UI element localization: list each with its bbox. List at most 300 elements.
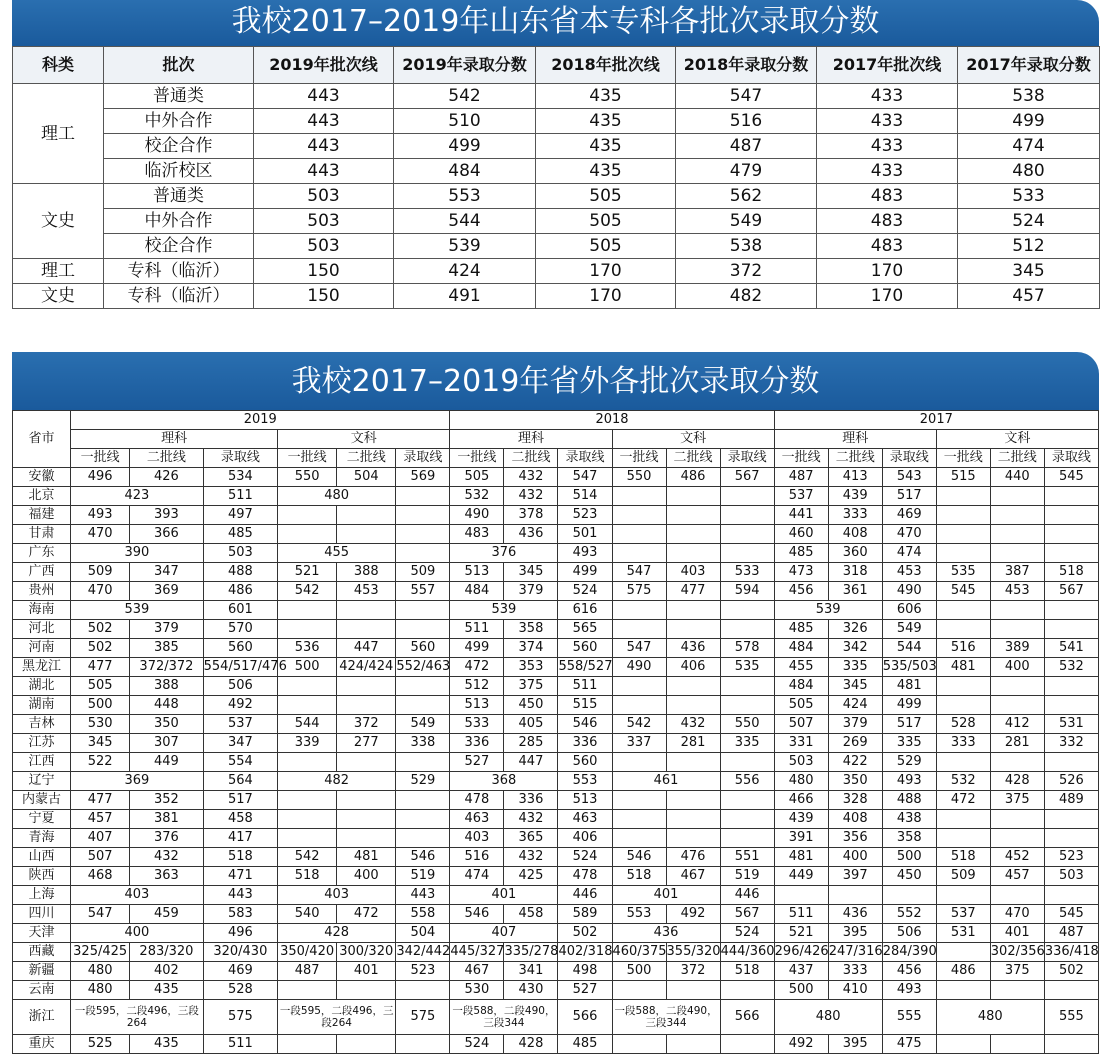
table2-score-cell: 523: [558, 506, 612, 525]
table2-score-cell: 486: [203, 582, 277, 601]
table2-score-cell: 300/320: [337, 943, 396, 962]
table2-score-cell: 499: [558, 563, 612, 582]
table2-score-cell: [666, 829, 720, 848]
table2-province-cell: 辽宁: [13, 772, 71, 791]
table2-score-cell: 542: [278, 848, 337, 867]
table1-row: [13, 209, 1100, 234]
table2-score-cell: 539: [774, 601, 882, 620]
table2-score-cell: 616: [558, 601, 612, 620]
table2-score-cell: 488: [882, 791, 936, 810]
table2-score-cell: 529: [882, 753, 936, 772]
table2-subject-header: 文科: [278, 430, 450, 449]
table2-score-cell: 539: [450, 601, 558, 620]
table2-score-cell: 325/425: [71, 943, 130, 962]
table2-score-cell: 470: [71, 525, 130, 544]
table2-score-cell: 365: [504, 829, 558, 848]
table2-score-cell: [396, 506, 450, 525]
table2-score-cell: 467: [666, 867, 720, 886]
table2-score-cell: 485: [774, 620, 828, 639]
table2-score-cell: 567: [1044, 582, 1098, 601]
table1-score-cell: 538: [958, 84, 1100, 109]
table2-score-cell: 518: [203, 848, 277, 867]
table2-score-cell: 485: [558, 1035, 612, 1054]
table2-row: [13, 696, 1099, 715]
table2-score-cell: 480: [936, 1000, 1044, 1035]
table2-score-cell: 558/527: [558, 658, 612, 677]
table1-batch-cell: 专科（临沂）: [104, 284, 254, 309]
table2-score-cell: 512: [450, 677, 504, 696]
table2-score-cell: [666, 601, 720, 620]
table2-score-cell: 546: [396, 848, 450, 867]
table2-score-cell: [936, 886, 990, 905]
table2-score-cell: 521: [774, 924, 828, 943]
table1-row: [13, 159, 1100, 184]
table2-score-cell: 458: [504, 905, 558, 924]
table2-score-cell: 473: [774, 563, 828, 582]
table2-score-cell: [337, 696, 396, 715]
table2-score-cell: [396, 810, 450, 829]
table1-score-cell: 443: [254, 159, 394, 184]
table2-score-cell: [666, 696, 720, 715]
table2-score-cell: 422: [828, 753, 882, 772]
table2-score-cell: 388: [337, 563, 396, 582]
table2-score-cell: 535/503: [882, 658, 936, 677]
table2-score-cell: 381: [130, 810, 203, 829]
table2-province-cell: 吉林: [13, 715, 71, 734]
table2-score-cell: 471: [203, 867, 277, 886]
table2-score-cell: [396, 525, 450, 544]
table2-score-cell: 391: [774, 829, 828, 848]
table2-score-cell: 284/390: [882, 943, 936, 962]
table1-score-cell: 539: [394, 234, 536, 259]
table2-score-cell: 502: [1044, 962, 1098, 981]
table2-score-cell: [720, 696, 774, 715]
table1-score-cell: 435: [536, 109, 676, 134]
table2-score-cell: 430: [504, 981, 558, 1000]
table2-score-cell: [278, 1035, 337, 1054]
table2-score-cell: 518: [612, 867, 666, 886]
table2-score-cell: 532: [1044, 658, 1098, 677]
out-of-province-score-table: [12, 410, 1099, 1054]
table2-score-cell: 516: [450, 848, 504, 867]
table2-score-cell: 537: [936, 905, 990, 924]
table2-score-cell: 461: [612, 772, 720, 791]
table2-score-cell: [337, 753, 396, 772]
table2-score-cell: 513: [450, 563, 504, 582]
table2-score-cell: [396, 791, 450, 810]
table2-score-cell: 379: [130, 620, 203, 639]
table1-score-cell: 505: [536, 234, 676, 259]
table2-score-cell: [720, 544, 774, 563]
table2-score-cell: [396, 620, 450, 639]
table2-score-cell: 496: [71, 468, 130, 487]
table2-score-cell: 338: [396, 734, 450, 753]
table2-score-cell: 578: [720, 639, 774, 658]
table2-score-cell: 403: [278, 886, 396, 905]
table2-score-cell: 542: [278, 582, 337, 601]
table2-score-cell: 511: [558, 677, 612, 696]
table2-score-cell: 542: [612, 715, 666, 734]
table2-score-cell: 407: [71, 829, 130, 848]
table2-score-cell: 281: [666, 734, 720, 753]
table2-score-cell: 488: [203, 563, 277, 582]
table1-score-cell: 549: [676, 209, 817, 234]
table2-province-cell: 江苏: [13, 734, 71, 753]
table2-score-cell: 456: [774, 582, 828, 601]
table2-score-cell: 378: [504, 506, 558, 525]
table2-province-cell: 云南: [13, 981, 71, 1000]
table2-score-cell: 477: [71, 791, 130, 810]
table2-score-cell: [990, 1035, 1044, 1054]
table2-score-cell: 408: [828, 525, 882, 544]
table2-score-cell: [936, 696, 990, 715]
table2-score-cell: 335: [828, 658, 882, 677]
table2-score-cell: 555: [882, 1000, 936, 1035]
table2-column-header: 二批线: [504, 449, 558, 468]
table2-score-cell: 472: [337, 905, 396, 924]
table2-score-cell: [936, 1035, 990, 1054]
table2-score-cell: 345: [504, 563, 558, 582]
table2-score-cell: 583: [203, 905, 277, 924]
table2-province-cell: 青海: [13, 829, 71, 848]
table2-score-cell: 389: [990, 639, 1044, 658]
table2-score-cell: 347: [203, 734, 277, 753]
table2-score-cell: [278, 677, 337, 696]
table2-score-cell: 401: [612, 886, 720, 905]
table2-score-cell: 302/356: [990, 943, 1044, 962]
table2-score-cell: 372/372: [130, 658, 203, 677]
table2-score-cell: 493: [882, 981, 936, 1000]
table2-score-cell: [666, 791, 720, 810]
table2-score-cell: 560: [558, 639, 612, 658]
table2-score-cell: 552: [882, 905, 936, 924]
table2-score-cell: [337, 506, 396, 525]
table2-row: [13, 734, 1099, 753]
table2-score-cell: 487: [774, 468, 828, 487]
table2-score-cell: 432: [504, 468, 558, 487]
table2-score-cell: 455: [278, 544, 396, 563]
table2-score-cell: 463: [450, 810, 504, 829]
table2-score-cell: 333: [936, 734, 990, 753]
table2-row: [13, 487, 1099, 506]
table1-batch-cell: 中外合作: [104, 209, 254, 234]
table2-score-cell: 341: [504, 962, 558, 981]
table1-score-cell: 510: [394, 109, 536, 134]
table2-score-cell: 445/327: [450, 943, 504, 962]
table2-score-cell: 457: [71, 810, 130, 829]
table2-score-cell: 449: [774, 867, 828, 886]
table1-score-cell: 483: [817, 234, 958, 259]
table2-score-cell: 336: [558, 734, 612, 753]
table2-score-cell: 549: [396, 715, 450, 734]
table2-score-cell: 519: [396, 867, 450, 886]
table2-score-cell: 481: [774, 848, 828, 867]
table2-score-cell: 527: [450, 753, 504, 772]
table2-score-cell: 540: [278, 905, 337, 924]
table2-score-cell: 469: [882, 506, 936, 525]
table2-score-cell: [666, 544, 720, 563]
table2-score-cell: 363: [130, 867, 203, 886]
table2-score-cell: [1044, 487, 1098, 506]
table2-score-cell: 400: [337, 867, 396, 886]
table2-score-cell: 481: [936, 658, 990, 677]
table2-score-cell: 524: [558, 848, 612, 867]
table2-score-cell: 490: [882, 582, 936, 601]
table2-province-cell: 河南: [13, 639, 71, 658]
table2-score-cell: 546: [450, 905, 504, 924]
table2-score-cell: 281: [990, 734, 1044, 753]
table2-score-cell: 547: [612, 563, 666, 582]
table1-score-cell: 170: [817, 259, 958, 284]
table2-score-cell: [666, 620, 720, 639]
table2-score-cell: [936, 981, 990, 1000]
table2-score-cell: 507: [774, 715, 828, 734]
table2-score-cell: 318: [828, 563, 882, 582]
table2-score-cell: [1044, 696, 1098, 715]
table2-score-cell: 435: [130, 981, 203, 1000]
table2-score-cell: 492: [774, 1035, 828, 1054]
table2-score-cell: 480: [774, 1000, 882, 1035]
table2-score-cell: 484: [774, 677, 828, 696]
table2-score-cell: 536: [278, 639, 337, 658]
table1-score-cell: 533: [958, 184, 1100, 209]
table2-score-cell: 522: [71, 753, 130, 772]
table2-score-cell: 417: [203, 829, 277, 848]
table2-row: [13, 506, 1099, 525]
table2-province-cell: 内蒙古: [13, 791, 71, 810]
table2-column-header: 一批线: [278, 449, 337, 468]
table2-score-cell: 459: [130, 905, 203, 924]
table2-score-cell: 487: [278, 962, 337, 981]
table2-score-cell: [612, 791, 666, 810]
table1-score-cell: 170: [536, 259, 676, 284]
table2-score-cell: 336: [504, 791, 558, 810]
table2-score-cell: 552/463: [396, 658, 450, 677]
table2-score-cell: 376: [450, 544, 558, 563]
table2-score-cell: [666, 487, 720, 506]
table1-score-cell: 433: [817, 134, 958, 159]
table2-score-cell: 541: [1044, 639, 1098, 658]
table2-score-cell: 449: [130, 753, 203, 772]
table2-score-cell: [990, 696, 1044, 715]
table1-row: [13, 284, 1100, 309]
table2-score-cell: 490: [450, 506, 504, 525]
table2-score-cell: [612, 1035, 666, 1054]
table2-score-cell: 356: [828, 829, 882, 848]
table2-score-cell: [666, 525, 720, 544]
table2-score-cell: 533: [450, 715, 504, 734]
table1-score-cell: 512: [958, 234, 1100, 259]
table2-year-header: 2019: [71, 411, 450, 430]
table2-score-cell: [278, 696, 337, 715]
shandong-score-table: [12, 46, 1100, 309]
table2-score-cell: [278, 620, 337, 639]
table1-category-cell: 理工: [13, 259, 104, 284]
table1-score-cell: 516: [676, 109, 817, 134]
table2-province-cell: 西藏: [13, 943, 71, 962]
table2-row: [13, 772, 1099, 791]
table2-score-cell: 500: [71, 696, 130, 715]
table2-score-cell: 400: [828, 848, 882, 867]
table2-score-cell: 569: [396, 468, 450, 487]
table2-score-cell: 350/420: [278, 943, 337, 962]
table2-score-cell: 486: [936, 962, 990, 981]
table2-score-cell: 339: [278, 734, 337, 753]
table2-score-cell: [990, 829, 1044, 848]
table2-score-cell: 499: [882, 696, 936, 715]
table2-score-cell: 514: [558, 487, 612, 506]
table2-score-cell: [337, 525, 396, 544]
table2-score-cell: 565: [558, 620, 612, 639]
table1-batch-cell: 专科（临沂）: [104, 259, 254, 284]
table2-score-cell: 545: [1044, 905, 1098, 924]
table2-province-header: 省市: [13, 411, 71, 468]
table2-score-cell: 519: [720, 867, 774, 886]
table2-score-cell: 575: [203, 1000, 277, 1035]
table2-score-cell: 432: [130, 848, 203, 867]
table2-score-cell: 358: [504, 620, 558, 639]
table2-score-cell: 395: [828, 1035, 882, 1054]
table2-score-cell: 406: [558, 829, 612, 848]
table2-column-header: 二批线: [990, 449, 1044, 468]
table2-score-cell: 478: [558, 867, 612, 886]
table2-score-cell: [337, 791, 396, 810]
table2-score-cell: [278, 506, 337, 525]
table2-score-cell: 372: [337, 715, 396, 734]
table2-score-cell: [1044, 506, 1098, 525]
table2-score-cell: 525: [71, 1035, 130, 1054]
table2-score-cell: 475: [882, 1035, 936, 1054]
table2-score-cell: 554: [203, 753, 277, 772]
table2-score-cell: 550: [278, 468, 337, 487]
table2-row: [13, 601, 1099, 620]
table1-row: [13, 184, 1100, 209]
table2-score-cell: 526: [1044, 772, 1098, 791]
table2-score-cell: 535: [936, 563, 990, 582]
table2-score-cell: 506: [882, 924, 936, 943]
table2-score-cell: 544: [278, 715, 337, 734]
table2-score-cell: 403: [71, 886, 204, 905]
table2-score-cell: 352: [130, 791, 203, 810]
table1-category-cell: 理工: [13, 84, 104, 184]
table2-score-cell: 361: [828, 582, 882, 601]
table2-score-cell: 567: [720, 468, 774, 487]
table1-score-cell: 505: [536, 209, 676, 234]
table1-score-cell: 443: [254, 84, 394, 109]
table2-score-cell: [612, 810, 666, 829]
table2-score-cell: [990, 544, 1044, 563]
table2-score-cell: 518: [936, 848, 990, 867]
table2-score-cell: 527: [558, 981, 612, 1000]
table2-score-cell: 467: [450, 962, 504, 981]
table2-province-cell: 广东: [13, 544, 71, 563]
table2-score-cell: 509: [936, 867, 990, 886]
table2-score-cell: 537: [774, 487, 828, 506]
table2-score-cell: 493: [558, 544, 612, 563]
table2-score-cell: [612, 981, 666, 1000]
table2-score-cell: 509: [71, 563, 130, 582]
table2-score-cell: [612, 601, 666, 620]
table2-score-cell: 439: [828, 487, 882, 506]
table2-score-cell: 489: [1044, 791, 1098, 810]
table2-column-header: 录取线: [558, 449, 612, 468]
table2-score-cell: 328: [828, 791, 882, 810]
table1-score-cell: 433: [817, 109, 958, 134]
table2-score-cell: 482: [278, 772, 396, 791]
table2-score-cell: 369: [71, 772, 204, 791]
table2-score-cell: 547: [612, 639, 666, 658]
table2-score-cell: 518: [720, 962, 774, 981]
table1-score-cell: 435: [536, 84, 676, 109]
table2-score-cell: 511: [203, 1035, 277, 1054]
table2-score-cell: 455: [774, 658, 828, 677]
table2-score-cell: 435: [130, 1035, 203, 1054]
table2-score-cell: 575: [396, 1000, 450, 1035]
table2-score-cell: [990, 601, 1044, 620]
table2-score-cell: [720, 506, 774, 525]
table2-score-cell: 589: [558, 905, 612, 924]
table2-score-cell: 515: [936, 468, 990, 487]
table2-score-cell: 513: [450, 696, 504, 715]
table2-score-cell: 474: [882, 544, 936, 563]
table2-score-cell: 368: [450, 772, 558, 791]
table2-score-cell: [1044, 886, 1098, 905]
table2-score-cell: 566: [720, 1000, 774, 1035]
table2-subject-header: 理科: [774, 430, 936, 449]
table2-score-cell: 518: [278, 867, 337, 886]
table2-score-cell: [396, 487, 450, 506]
table2-score-cell: 428: [990, 772, 1044, 791]
table2-score-cell: 500: [774, 981, 828, 1000]
table2-score-cell: 531: [936, 924, 990, 943]
table2-score-cell: 452: [990, 848, 1044, 867]
table2-score-cell: 一段595，二段496，三段264: [71, 1000, 204, 1035]
table2-score-cell: 269: [828, 734, 882, 753]
table2-row: [13, 544, 1099, 563]
table2-score-cell: 307: [130, 734, 203, 753]
table2-score-cell: 481: [882, 677, 936, 696]
table2-column-header: 一批线: [71, 449, 130, 468]
table1-score-cell: 483: [817, 209, 958, 234]
table2-score-cell: 545: [936, 582, 990, 601]
table2-score-cell: [337, 810, 396, 829]
table1-header-cell: 2019年录取分数: [394, 47, 536, 84]
table2-score-cell: 532: [450, 487, 504, 506]
table2-score-cell: 448: [130, 696, 203, 715]
table2-score-cell: 511: [450, 620, 504, 639]
table2-subject-header: 文科: [936, 430, 1098, 449]
table2-score-cell: [990, 620, 1044, 639]
table2-score-cell: [990, 810, 1044, 829]
table2-score-cell: 424/424: [337, 658, 396, 677]
table2-score-cell: 360: [828, 544, 882, 563]
table2-score-cell: [990, 886, 1044, 905]
table2-score-cell: 500: [278, 658, 337, 677]
table2-score-cell: 529: [396, 772, 450, 791]
table2-score-cell: [990, 506, 1044, 525]
table2-score-cell: 524: [558, 582, 612, 601]
table2-score-cell: 393: [130, 506, 203, 525]
table2-score-cell: 345: [71, 734, 130, 753]
table2-score-cell: [278, 981, 337, 1000]
table2-score-cell: 557: [396, 582, 450, 601]
table1-row: [13, 84, 1100, 109]
table2-score-cell: 470: [990, 905, 1044, 924]
table2-year-header: 2018: [450, 411, 774, 430]
table2-score-cell: 401: [990, 924, 1044, 943]
table2-score-cell: [936, 677, 990, 696]
table2-row: [13, 924, 1099, 943]
